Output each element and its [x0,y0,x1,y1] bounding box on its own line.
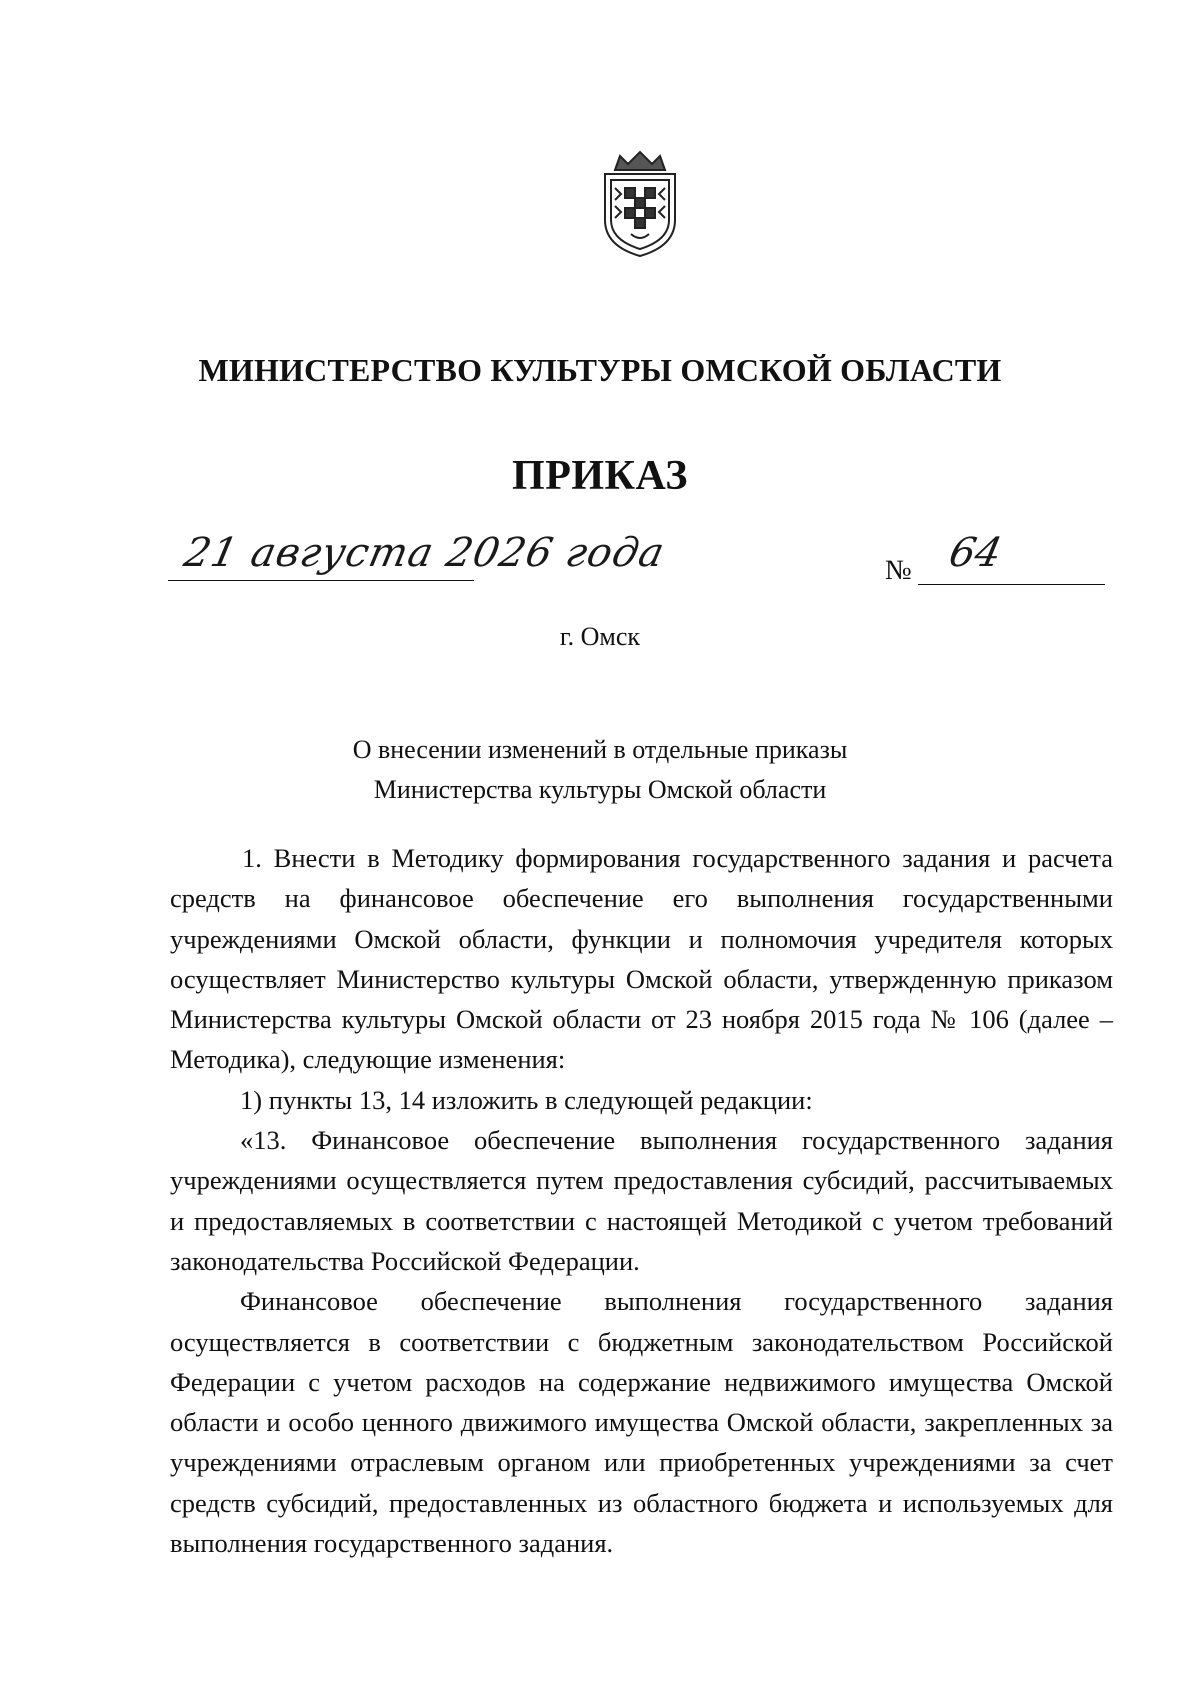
body-paragraph-1: 1. Внести в Методику формирования государственного задания и расчета средств на финансовое обеспечение его выполнения государственными учреждениями Омской области, функции и полномочия учредителя которых осуществляет Министерство культуры Омской области, утвержденную приказом Министерства культуры Омской области от 23 ноября 2015 года № 106 (далее – Методика), следующие изменения: [170,843,1113,1075]
number-label: № [885,555,912,586]
city-label: г. Омск [559,622,641,651]
order-body [170,838,1113,1563]
document-type-title: ПРИКАЗ [512,453,688,499]
handwritten-date: 21 августа 2026 года [180,530,669,576]
body-paragraph-2: 1) пункты 13, 14 изложить в следующей редакции: [240,1084,813,1115]
coat-of-arms-icon [595,148,685,260]
date-underline [168,580,474,581]
handwritten-number: 64 [945,530,1006,576]
order-subject [0,730,1200,810]
subject-line-2: Министерства культуры Омской области [373,775,827,804]
body-paragraph-4: Финансовое обеспечение выполнения государственного задания осуществляется в соответствии с бюджетным законодательством Российской Федерации с учетом расходов на содержание недвижимого имущества Омской области и особо ценного движимого имущества Омской области, закрепленных за учреждениями отраслевым органом или приобретенных учреждениями за счет средств субсидий, предоставленных из областного бюджета и используемых для выполнения государственного задания. [170,1286,1113,1559]
body-paragraph-3: «13. Финансовое обеспечение выполнения государственного задания учреждениями осуществляется путем предоставления субсидий, рассчитываемых и предоставляемых в соответствии с настоящей Методикой с учетом требований законодательства Российской Федерации. [170,1125,1113,1276]
number-underline [918,584,1105,585]
subject-line-1: О внесении изменений в отдельные приказы [352,735,848,764]
ministry-title: МИНИСТЕРСТВО КУЛЬТУРЫ ОМСКОЙ ОБЛАСТИ [198,352,1002,388]
